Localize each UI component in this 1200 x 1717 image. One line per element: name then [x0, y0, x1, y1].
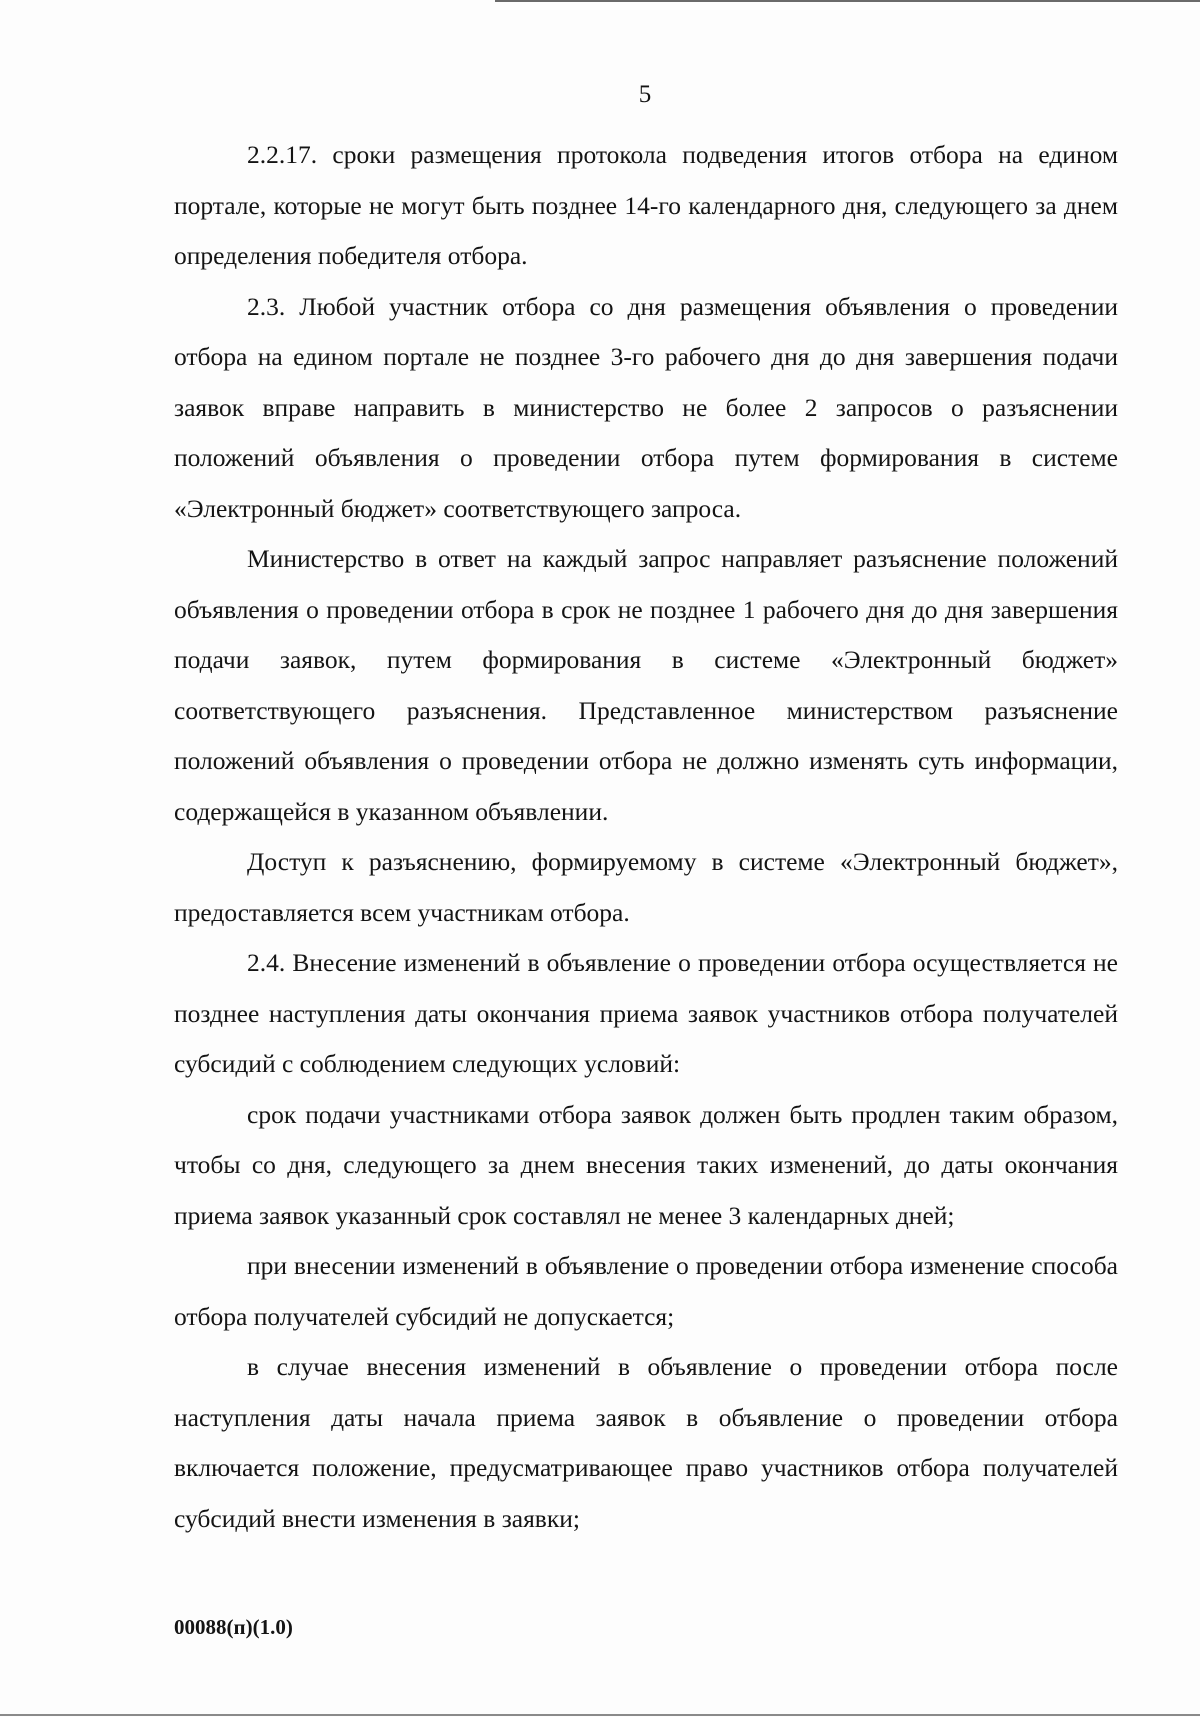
document-code: 00088(п)(1.0) — [174, 1615, 293, 1639]
paragraph-access: Доступ к разъяснению, формируемому в системе «Электронный бюджет», предоставляется всем участникам отбора. — [174, 847, 1118, 927]
paragraph-2-2-17: 2.2.17. сроки размещения протокола подведения итогов отбора на едином портале, которые не могут быть позднее 14-го календарного дня, следующего за днем определения победителя отбора. — [174, 140, 1118, 270]
scan-edge-line-bottom — [0, 1714, 1200, 1716]
paragraph-2-4: 2.4. Внесение изменений в объявление о проведении отбора осуществляется не позднее наступления даты окончания приема заявок участников отбора получателей субсидий с соблюдением следующих условий: — [174, 948, 1118, 1078]
paragraph-2-3: 2.3. Любой участник отбора со дня размещения объявления о проведении отбора на едином портале не позднее 3-го рабочего дня до дня завершения подачи заявок вправе направить в министерство не более 2 запросов о разъяснении положений объявления о проведении отбора путем формирования в системе «Электронный бюджет» соответствующего запроса. — [174, 291, 1118, 523]
paragraph-amendment-right: в случае внесения изменений в объявление о проведении отбора после наступления даты начала приема заявок в объявление о проведении отбора включается положение, предусматривающее право участников отбора получателей субсидий внести изменения в заявки; — [174, 1352, 1118, 1533]
paragraph-ministry-response: Министерство в ответ на каждый запрос направляет разъяснение положений объявления о проведении отбора в срок не позднее 1 рабочего дня до дня завершения подачи заявок, путем формирования в системе «Электронный бюджет» соответствующего разъяснения. Представленное министерством разъяснение положений объявления о проведении отбора не должно изменять суть информации, содержащейся в указанном объявлении. — [174, 544, 1118, 826]
scan-edge-line-top — [495, 0, 1200, 2]
paragraph-method-unchanged: при внесении изменений в объявление о проведении отбора изменение способа отбора получателей субсидий не допускается; — [174, 1251, 1118, 1331]
page-number: 5 — [638, 81, 652, 108]
document-body — [174, 130, 1118, 1544]
paragraph-deadline-extension: срок подачи участниками отбора заявок должен быть продлен таким образом, чтобы со дня, следующего за днем внесения таких изменений, до даты окончания приема заявок указанный срок составлял не менее 3 календарных дней; — [174, 1099, 1118, 1230]
